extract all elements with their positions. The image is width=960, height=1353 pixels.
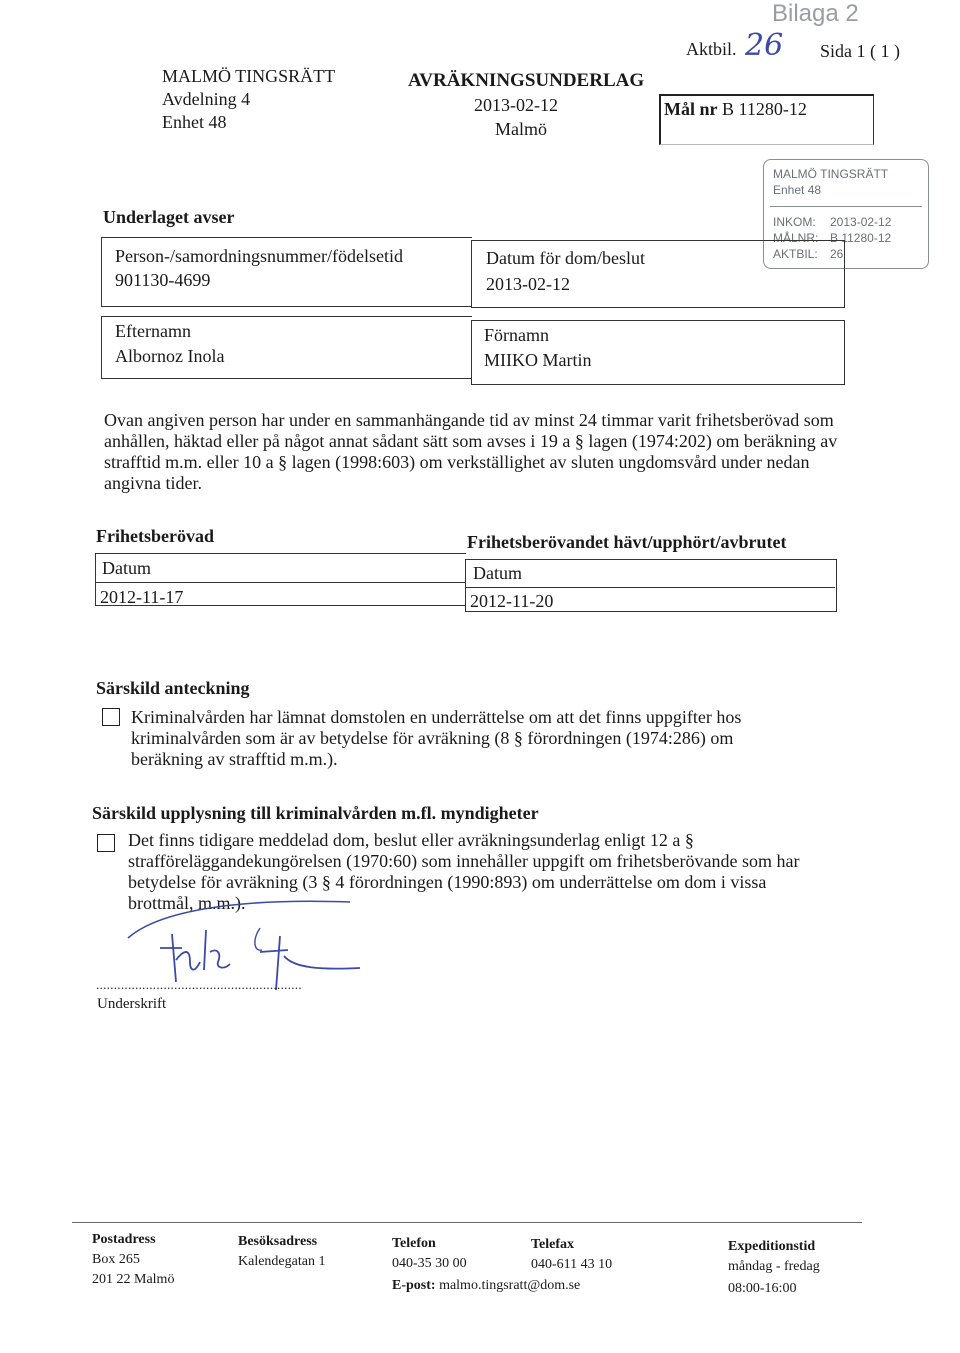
detention-start-value: 2012-11-17 [100, 587, 184, 607]
surname-value: Albornoz Inola [115, 346, 225, 366]
footer-postal-box: Box 265 [92, 1252, 140, 1267]
info-line: strafföreläggandekungörelsen (1970:60) som innehåller uppgift om frihetsberövande som har [128, 851, 800, 871]
case-number-value: B 11280-12 [722, 99, 807, 119]
detention-end-heading: Frihetsberövandet hävt/upphört/avbrutet [467, 532, 787, 552]
note-line: beräkning av strafftid m.m.). [131, 749, 338, 769]
person-id-label: Person-/samordningsnummer/födelsetid [115, 246, 403, 266]
footer-rule [72, 1222, 862, 1223]
footer-fax-label: Telefax [531, 1237, 575, 1252]
case-number [664, 98, 807, 121]
note-line: kriminalvården som är av betydelse för avräkning (8 § förordningen (1974:286) om [131, 728, 734, 748]
firstname-label: Förnamn [484, 325, 549, 345]
footer-exp-days: måndag - fredag [728, 1259, 820, 1274]
surname-label: Efternamn [115, 321, 191, 341]
note-checkbox[interactable] [102, 708, 120, 726]
info-line: betydelse för avräkning (3 § 4 förordningen (1990:893) om underrättelse om dom i vissa [128, 872, 767, 892]
statement-line: strafftid m.m. eller 10 a § lagen (1998:603) om verkställighet av sluten ungdomsvård under nedan [104, 452, 810, 472]
footer-email [392, 1276, 580, 1296]
info-line: brottmål, m.m.). [128, 893, 246, 913]
stamp-malnr-value: B 11280-12 [830, 231, 892, 245]
firstname-value: MIIKO Martin [484, 350, 592, 370]
footer-fax [531, 1235, 612, 1275]
statement-line: anhållen, häktad eller på något annat sådant sätt som avses i 19 a § lagen (1974:202) om beräkning av [104, 431, 838, 451]
info-line: Det finns tidigare meddelad dom, beslut eller avräkningsunderlag enligt 12 a § [128, 830, 694, 850]
statement-line: angivna tider. [104, 473, 202, 493]
stamp-malnr-label: MÅLNR: [773, 231, 819, 245]
person-id-value: 901130-4699 [115, 270, 211, 290]
footer-postal-label: Postadress [92, 1232, 156, 1247]
footer-visit-value: Kalendegatan 1 [238, 1254, 326, 1269]
document-title: AVRÄKNINGSUNDERLAG [408, 70, 645, 91]
info-heading: Särskild upplysning till kriminalvården m.fl. myndigheter [92, 803, 539, 823]
footer-phone-label: Telefon [392, 1236, 436, 1251]
footer-postal-city: 201 22 Malmö [92, 1272, 175, 1287]
stamp-unit: Enhet 48 [773, 183, 822, 197]
stamp-inkom-label: INKOM: [773, 215, 816, 229]
court-unit: Enhet 48 [162, 112, 227, 132]
court-name: MALMÖ TINGSRÄTT [162, 66, 336, 86]
footer-phone-value: 040-35 30 00 [392, 1256, 467, 1271]
document-date: 2013-02-12 [474, 95, 558, 115]
detention-start-label: Datum [102, 558, 151, 578]
footer-phone [392, 1234, 467, 1274]
underlag-heading: Underlaget avser [103, 207, 235, 227]
detention-end-label: Datum [473, 563, 522, 583]
statement-line: Ovan angiven person har under en sammanhängande tid av minst 24 timmar varit frihetsberövad som [104, 410, 834, 430]
footer-visit-label: Besöksadress [238, 1234, 318, 1249]
footer-email-label: E-post: [392, 1278, 436, 1293]
footer-fax-value: 040-611 43 10 [531, 1257, 613, 1272]
footer-exp-hours: 08:00-16:00 [728, 1281, 797, 1296]
decision-date-value: 2013-02-12 [486, 274, 570, 294]
stamp-aktbil-value: 26 [830, 247, 844, 261]
stamp-court: MALMÖ TINGSRÄTT [773, 167, 889, 181]
signature-label: Underskrift [97, 996, 167, 1012]
page-number: Sida 1 ( 1 ) [820, 41, 900, 61]
court-division: Avdelning 4 [162, 89, 251, 109]
aktbil-number-handwritten: 26 [745, 28, 784, 63]
statement-text [104, 410, 904, 494]
aktbil-label: Aktbil. [686, 39, 737, 59]
detention-start-heading: Frihetsberövad [96, 526, 214, 546]
signature-line: .......................................................... [96, 977, 302, 992]
footer-expedition [728, 1237, 820, 1299]
bilaga-label: Bilaga 2 [772, 0, 859, 27]
document-place: Malmö [495, 119, 547, 139]
detention-end-value: 2012-11-20 [470, 591, 554, 611]
footer-postal [92, 1230, 174, 1290]
info-checkbox[interactable] [97, 834, 115, 852]
note-text [131, 707, 831, 770]
note-heading: Särskild anteckning [96, 678, 250, 698]
stamp-aktbil-label: AKTBIL: [773, 247, 818, 261]
case-number-label: Mål nr [664, 99, 718, 119]
note-line: Kriminalvården har lämnat domstolen en underrättelse om att det finns uppgifter hos [131, 707, 742, 727]
stamp-inkom-value: 2013-02-12 [830, 215, 892, 229]
decision-date-label: Datum för dom/beslut [486, 248, 645, 268]
footer-exp-label: Expeditionstid [728, 1239, 816, 1254]
footer-visit [238, 1232, 325, 1272]
footer-email-value[interactable]: malmo.tingsratt@dom.se [439, 1278, 581, 1293]
